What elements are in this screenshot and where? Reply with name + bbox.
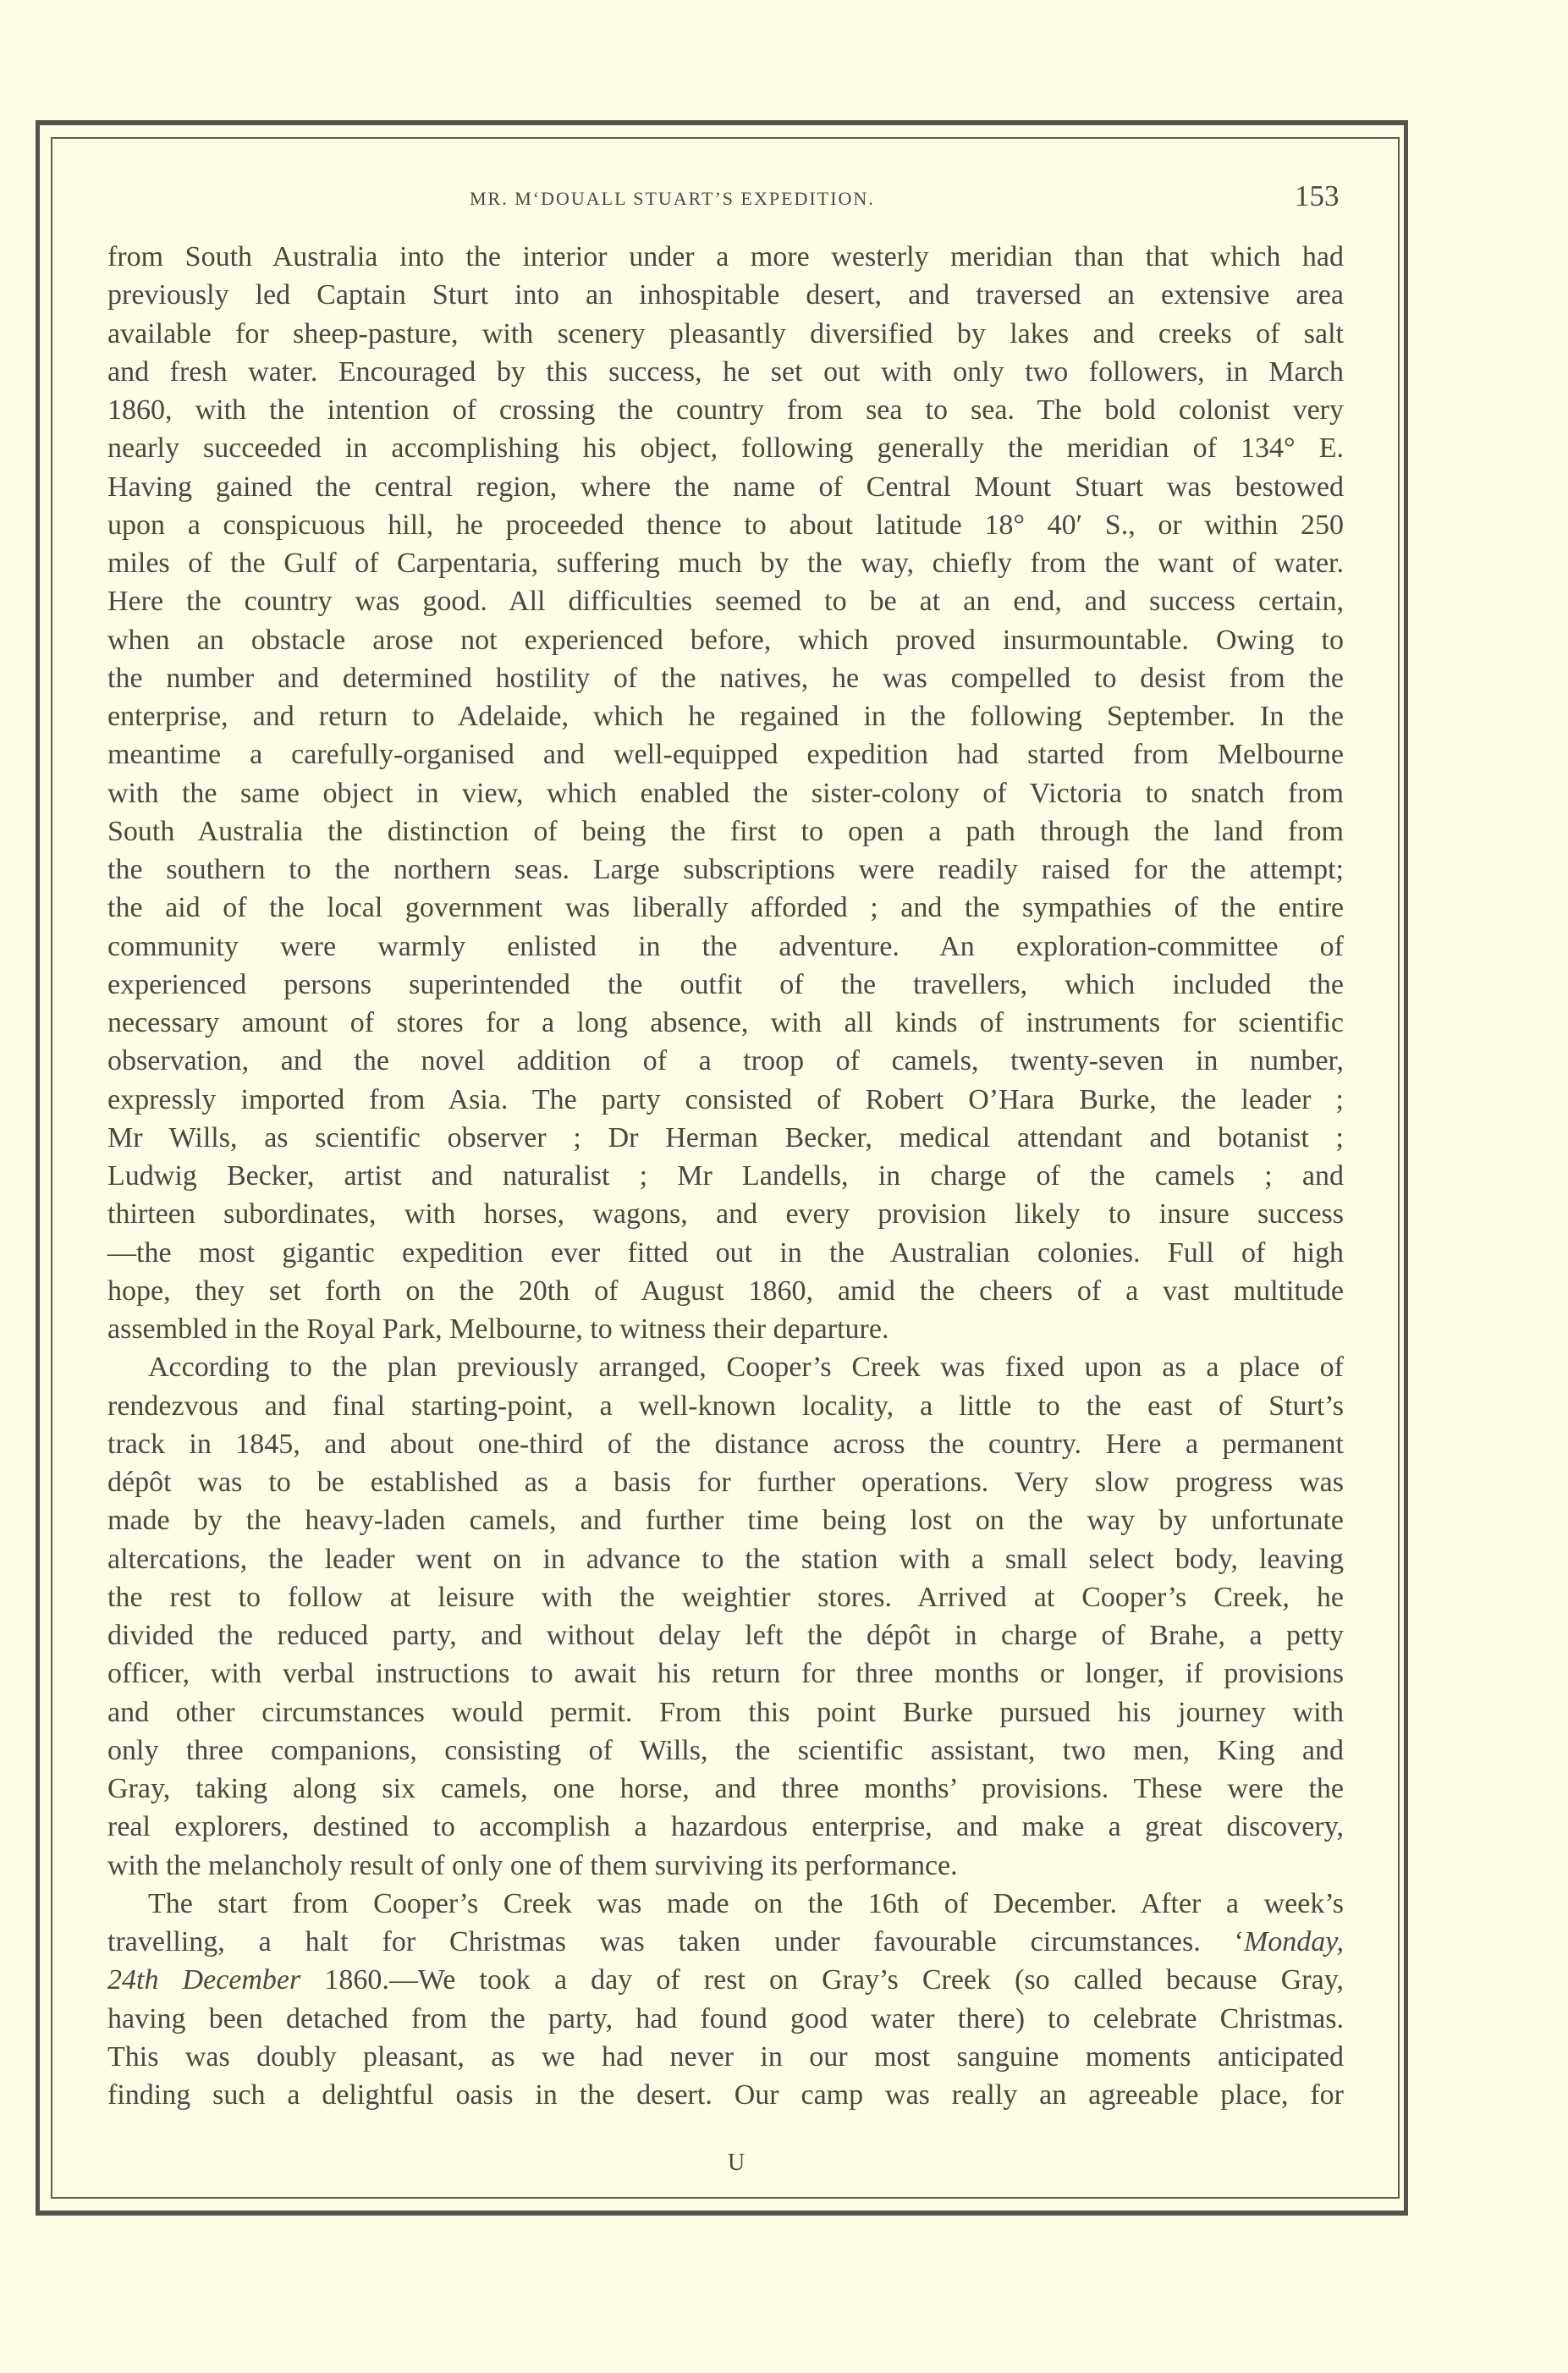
text-line: observation, and the novel addition of a troop of camels, twenty-seven in number,: [107, 1045, 1344, 1077]
text-line: having been detached from the party, had found good water there) to celebrate Christmas.: [107, 2002, 1344, 2034]
text-line: upon a conspicuous hill, he proceeded thence to about latitude 18° 40′ S., or within 250: [107, 509, 1344, 541]
paragraph-3: [107, 1885, 1344, 2115]
page-number: 153: [1295, 179, 1340, 212]
text-line: the aid of the local government was liberally afforded ; and the sympathies of the entire: [107, 892, 1344, 924]
text-line: with the same object in view, which enabled the sister-colony of Victoria to snatch from: [107, 777, 1344, 809]
running-title: MR. M‘DOUALL STUART’S EXPEDITION.: [470, 188, 875, 209]
text-line: According to the plan previously arranged, Cooper’s Creek was fixed upon as a place of: [148, 1352, 1344, 1384]
text-line: assembled in the Royal Park, Melbourne, to witness their departure.: [107, 1313, 889, 1345]
text-line: Gray, taking along six camels, one horse, and three months’ provisions. These were the: [107, 1773, 1344, 1804]
italic-date-fragment: Monday,: [1243, 1926, 1344, 1957]
text-line: Ludwig Becker, artist and naturalist ; Mr Landells, in charge of the camels ; and: [107, 1160, 1344, 1192]
text-line: Here the country was good. All difficulties seemed to be at an end, and success certain,: [107, 586, 1344, 618]
text-line: Having gained the central region, where the name of Central Mount Stuart was bestowed: [107, 471, 1344, 503]
text-line: rendezvous and final starting-point, a well-known locality, a little to the east of Sturt’s: [107, 1390, 1344, 1422]
text-line: track in 1845, and about one-third of the distance across the country. Here a permanent: [107, 1428, 1344, 1460]
text-line: 1860, with the intention of crossing the country from sea to sea. The bold colonist very: [107, 394, 1344, 426]
text-fragment: travelling, a halt for Christmas was taken under favourable circumstances. ‘: [107, 1926, 1244, 1957]
text-line: previously led Captain Sturt into an inhospitable desert, and traversed an extensive area: [107, 279, 1344, 311]
text-line: The start from Cooper’s Creek was made on the 16th of December. After a week’s: [148, 1887, 1344, 1919]
text-line: hope, they set forth on the 20th of August 1860, amid the cheers of a vast multitude: [107, 1275, 1344, 1307]
text-line: miles of the Gulf of Carpentaria, suffering much by the way, chiefly from the want of water.: [107, 548, 1344, 579]
text-line: the number and determined hostility of the natives, he was compelled to desist from the: [107, 662, 1344, 694]
paragraph-2: [107, 1348, 1344, 1885]
text-line: expressly imported from Asia. The party consisted of Robert O’Hara Burke, the leader ;: [107, 1083, 1344, 1115]
signature-mark: U: [728, 2150, 745, 2176]
text-fragment: 1860.—We took a day of rest on Gray’s Creek (so called because Gray,: [300, 1964, 1344, 1996]
text-line: and fresh water. Encouraged by this success, he set out with only two followers, in March: [107, 355, 1344, 388]
text-line: and other circumstances would permit. From this point Burke pursued his journey with: [107, 1696, 1344, 1728]
text-line: finding such a delightful oasis in the desert. Our camp was really an agreeable place, for: [107, 2079, 1344, 2111]
paragraph-1: [107, 238, 1344, 1348]
text-line: community were warmly enlisted in the adventure. An exploration-committee of: [107, 930, 1344, 962]
text-line: thirteen subordinates, with horses, wagons, and every provision likely to insure success: [107, 1198, 1344, 1231]
text-line: —the most gigantic expedition ever fitted out in the Australian colonies. Full of high: [107, 1236, 1344, 1269]
text-line: with the melancholy result of only one of them surviving its performance.: [107, 1849, 958, 1881]
text-line: when an obstacle arose not experienced before, which proved insurmountable. Owing to: [107, 624, 1344, 656]
text-line: This was doubly pleasant, as we had never in our most sanguine moments anticipated: [107, 2040, 1344, 2073]
text-line: divided the reduced party, and without delay left the dépôt in charge of Brahe, a petty: [107, 1620, 1344, 1651]
text-line: the rest to follow at leisure with the weightier stores. Arrived at Cooper’s Creek, he: [107, 1581, 1344, 1613]
text-line: enterprise, and return to Adelaide, which he regained in the following September. In the: [107, 701, 1344, 732]
body-text: [107, 238, 1344, 2114]
text-line: real explorers, destined to accomplish a hazardous enterprise, and make a great discovery,: [107, 1811, 1344, 1843]
text-line: experienced persons superintended the outfit of the travellers, which included the: [107, 968, 1344, 1000]
text-line: from South Australia into the interior under a more westerly meridian than that which had: [107, 241, 1344, 273]
text-line: only three companions, consisting of Wills, the scientific assistant, two men, King and: [107, 1734, 1344, 1766]
text-line: [107, 1923, 1344, 1961]
text-line: nearly succeeded in accomplishing his object, following generally the meridian of 134° E.: [107, 432, 1344, 465]
text-line: necessary amount of stores for a long absence, with all kinds of instruments for scientific: [107, 1007, 1344, 1038]
text-line: meantime a carefully-organised and well-equipped expedition had started from Melbourne: [107, 739, 1344, 771]
italic-date-fragment: 24th December: [107, 1964, 301, 1996]
text-line: Mr Wills, as scientific observer ; Dr Herman Becker, medical attendant and botanist ;: [107, 1121, 1344, 1153]
text-line: South Australia the distinction of being the first to open a path through the land from: [107, 815, 1344, 847]
text-line: altercations, the leader went on in advance to the station with a small select body, leaving: [107, 1543, 1344, 1575]
text-line: [107, 1961, 1344, 1999]
text-line: dépôt was to be established as a basis for further operations. Very slow progress was: [107, 1467, 1344, 1498]
text-line: the southern to the northern seas. Large subscriptions were readily raised for the attempt;: [107, 854, 1344, 885]
text-line: made by the heavy-laden camels, and further time being lost on the way by unfortunate: [107, 1505, 1344, 1537]
text-line: available for sheep-pasture, with scenery pleasantly diversified by lakes and creeks of salt: [107, 317, 1344, 350]
text-line: officer, with verbal instructions to await his return for three months or longer, if provisions: [107, 1658, 1344, 1690]
